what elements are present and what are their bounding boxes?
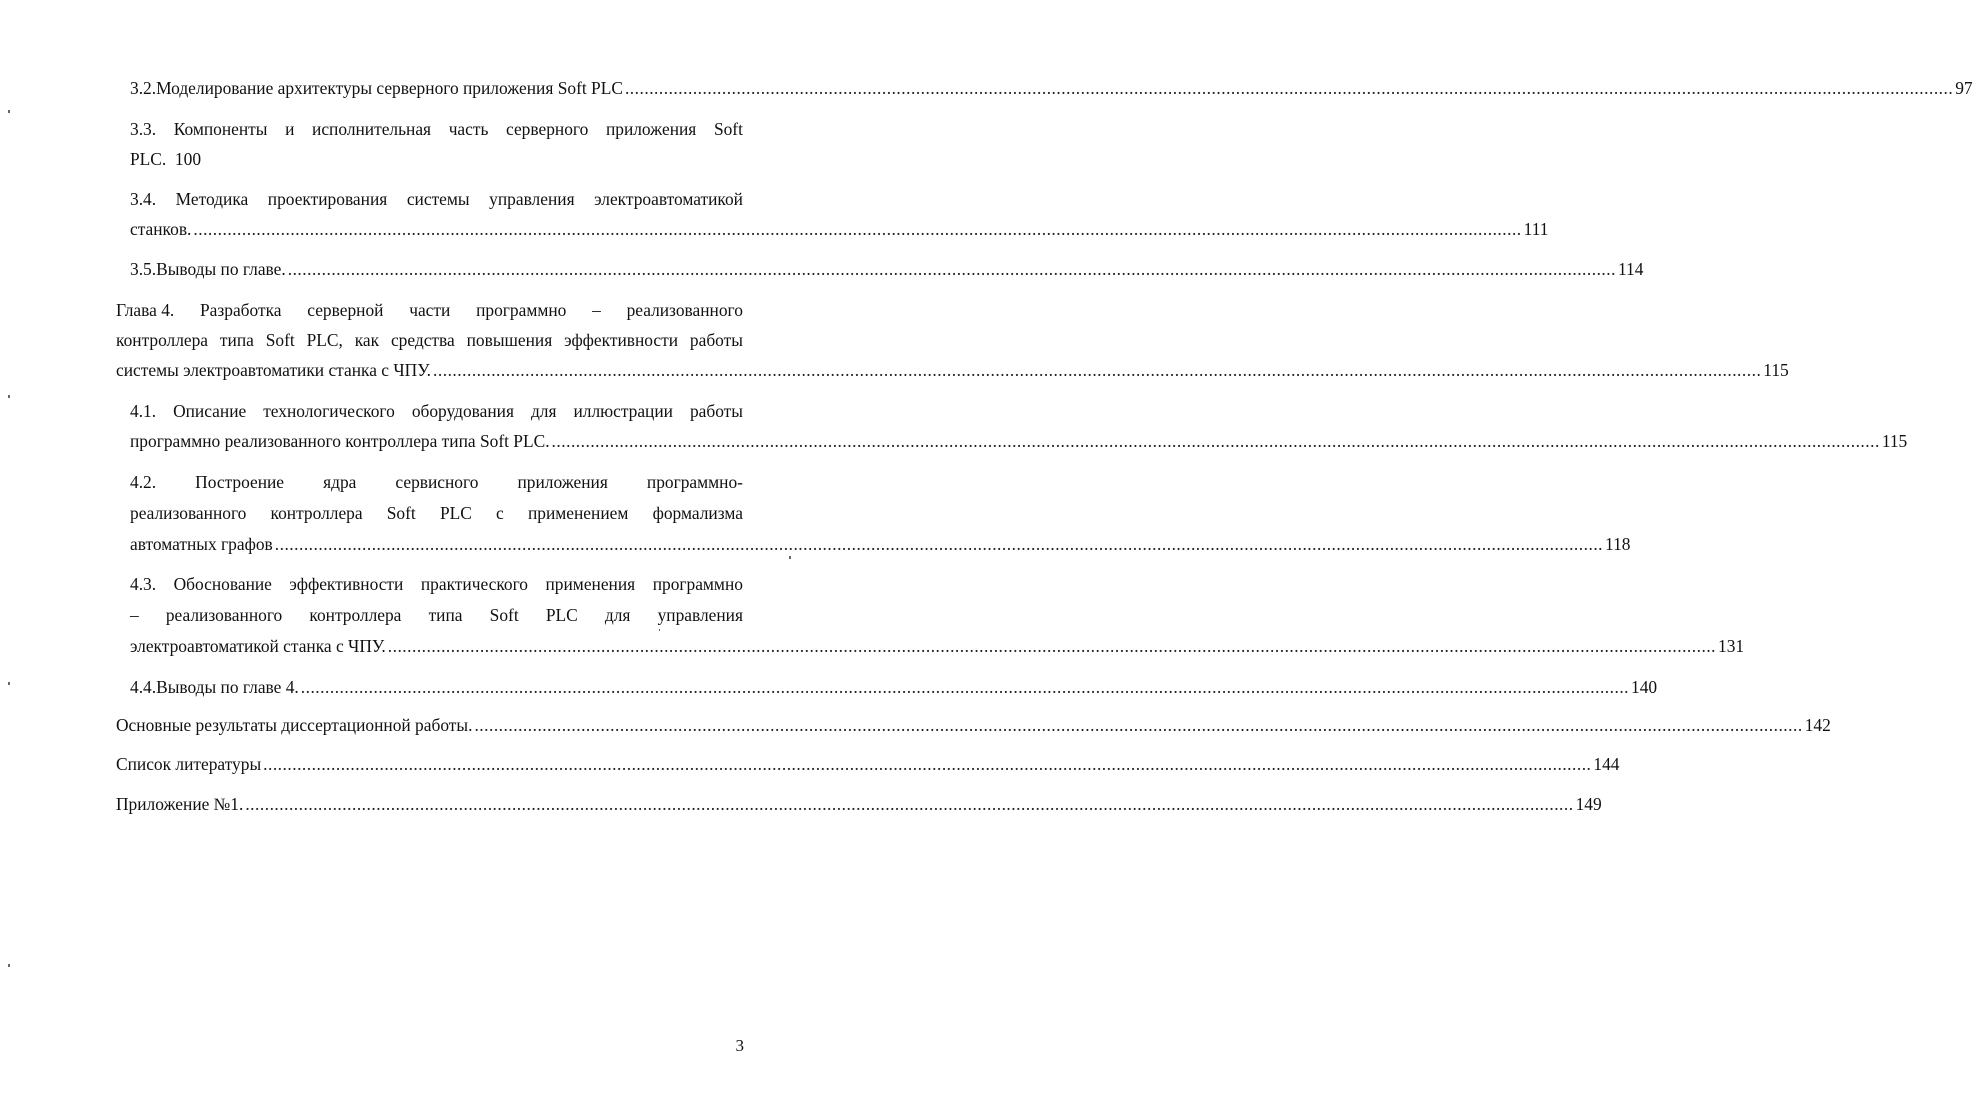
dot-leader: .................................................................................................................................................................................................................................................................................. [433,360,1762,380]
entry-title-cont: системы электроавтоматики станка с ЧПУ. [116,360,432,380]
entry-page: 115 [1763,360,1789,380]
toc-chapter-4-line2 [116,328,743,352]
word: контроллера [116,330,209,350]
entry-title: Моделирование архитектуры серверного приложения Soft PLC [156,78,623,98]
word: исполнительная [312,119,432,139]
word: Обоснование [173,574,272,594]
word: Описание [173,401,247,421]
word: – [130,605,139,625]
word: Soft [489,605,519,625]
word: для [530,401,557,421]
toc-entry-3-4-line1 [130,187,743,211]
entry-number: 3.4. [130,189,157,209]
word: с [496,503,504,523]
toc-entry-3-4-line2 [130,217,1549,241]
word: Soft [265,330,295,350]
entry-title-cont: PLC. 100 [130,149,202,169]
entry-title-cont: автоматных графов [130,534,273,554]
toc-references [116,752,1620,776]
toc-entry-4-1-line1 [130,399,743,423]
word: серверного [506,119,589,139]
word: работы [689,330,743,350]
entry-number: 4.2. [130,472,157,492]
word: контроллера [270,503,363,523]
entry-title: Список литературы [116,754,262,774]
word: – [592,300,601,320]
entry-number: 3.2. [130,78,157,98]
entry-number: 3.3. [130,119,157,139]
entry-page: 131 [1718,636,1745,656]
entry-title-cont: станков. [130,219,192,239]
word: оборудования [411,401,514,421]
entry-title-cont: программно реализованного контроллера типа Soft PLC. [130,431,550,451]
word: PLC [439,503,472,523]
entry-page: 142 [1804,715,1831,735]
word: эффективности [564,330,679,350]
word: часть [448,119,489,139]
word: Soft [386,503,416,523]
word: приложения [605,119,697,139]
toc-entry-4-2-line2 [130,501,743,525]
word: работы [689,401,743,421]
dot-leader: .................................................................................................................................................................................................................................................................................. [193,219,1522,239]
word: применением [527,503,629,523]
toc-entry-4-3-line3 [130,634,1745,658]
word: приложения [517,472,608,492]
word: программно [652,574,743,594]
dot-leader: .................................................................................................................................................................................................................................................................................. [245,794,1574,814]
page-number: 3 [735,1036,744,1055]
word: Построение [195,472,285,492]
word: сервисного [395,472,479,492]
word: формализма [652,503,743,523]
toc-appendix-1 [116,792,1602,816]
scan-speck [8,964,10,967]
word: электроавтоматикой [594,189,743,209]
toc-entry-4-2-line3 [130,532,1631,556]
word: практического [420,574,528,594]
word: реализованного [165,605,283,625]
word: и [285,119,295,139]
word: Soft [713,119,743,139]
toc-entry-4-1-line2 [130,429,1908,453]
toc-entry-3-5 [130,257,1644,281]
entry-page: 97 [1955,78,1973,98]
word: типа [219,330,254,350]
entry-number: 3.5. [130,259,157,279]
dot-leader: .................................................................................................................................................................................................................................................................................. [624,78,1954,98]
entry-title: Выводы по главе 4. [156,677,299,697]
word: проектирования [267,189,388,209]
word: Разработка [200,300,282,320]
word: Глава 4. [116,300,175,320]
entry-title: Приложение №1. [116,794,244,814]
word: системы [406,189,470,209]
toc-entry-4-4 [130,675,1658,699]
word: как [354,330,380,350]
scan-speck [8,682,10,685]
entry-title: Основные результаты диссертационной работы. [116,715,473,735]
toc-entry-4-3-line2 [130,603,743,627]
entry-page: 114 [1617,259,1644,279]
dot-leader: .................................................................................................................................................................................................................................................................................. [474,715,1803,735]
word: реализованного [130,503,247,523]
word: PLC [545,605,578,625]
entry-page: 144 [1593,754,1620,774]
word: типа [428,605,463,625]
toc-main-results [116,713,1831,737]
word: применения [545,574,636,594]
scan-speck [8,395,10,398]
dot-leader: .................................................................................................................................................................................................................................................................................. [551,431,1880,451]
scan-speck [659,629,660,631]
entry-title: Выводы по главе. [156,259,286,279]
word: управления [657,605,743,625]
entry-page: 115 [1881,431,1908,451]
word: программно [476,300,567,320]
word: Методика [175,189,249,209]
word: ядра [323,472,357,492]
entry-number: 4.4. [130,677,157,697]
word: части [409,300,451,320]
toc-entry-4-3-line1 [130,572,743,596]
word: эффективности [289,574,404,594]
word: PLC, [306,330,343,350]
entry-number: 4.1. [130,401,157,421]
toc-chapter-4-line1 [116,298,743,322]
dot-leader: .................................................................................................................................................................................................................................................................................. [287,259,1616,279]
scan-speck [8,110,10,113]
word: серверной [307,300,384,320]
entry-page: 118 [1605,534,1631,554]
dot-leader: .................................................................................................................................................................................................................................................................................. [274,534,1604,554]
entry-number: 4.3. [130,574,157,594]
toc-entry-4-2-line1 [130,470,743,494]
dot-leader: .................................................................................................................................................................................................................................................................................. [300,677,1630,697]
toc-chapter-4-line3 [116,358,1789,382]
toc-entry-3-3-line1 [130,117,743,141]
entry-page: 140 [1631,677,1658,697]
toc-entry-3-2 [130,76,1973,100]
entry-page: 111 [1523,219,1549,239]
word: технологического [263,401,395,421]
word: контроллера [309,605,402,625]
word: повышения [466,330,553,350]
dot-leader: .................................................................................................................................................................................................................................................................................. [387,636,1717,656]
word: иллюстрации [573,401,673,421]
word: программно- [646,472,743,492]
word: управления [489,189,575,209]
entry-title-cont: электроавтоматикой станка с ЧПУ. [130,636,386,656]
word: реализованного [626,300,743,320]
word: Компоненты [173,119,268,139]
word: средства [390,330,455,350]
dot-leader: .................................................................................................................................................................................................................................................................................. [263,754,1592,774]
entry-page: 149 [1575,794,1602,814]
toc-entry-3-3-line2 [130,147,743,171]
scan-speck [789,556,791,559]
word: для [604,605,631,625]
